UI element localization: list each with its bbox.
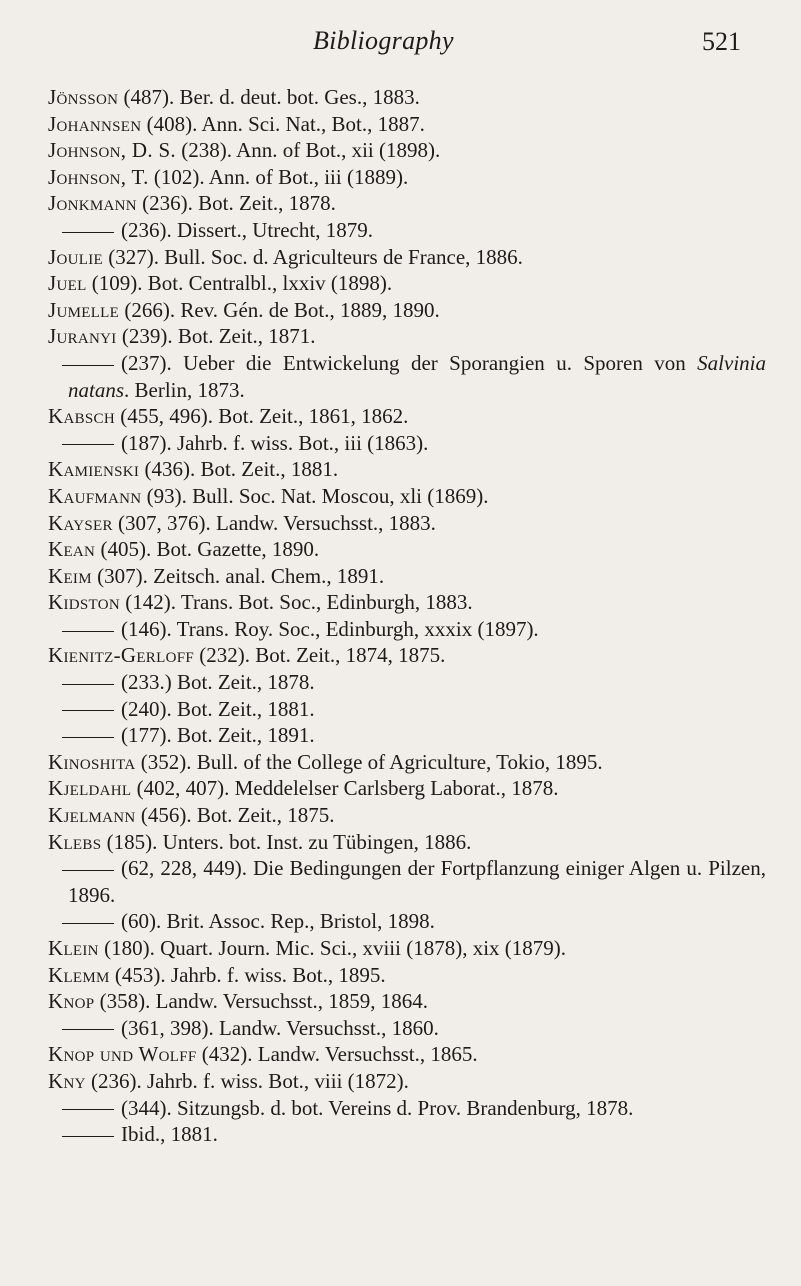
entry-citation: Rev. Gén. de Bot., 1889, 1890.: [175, 297, 440, 322]
bibliography-entry: [48, 483, 766, 510]
bibliography-entry: [48, 1121, 766, 1148]
entry-ref: (266).: [124, 297, 176, 322]
ditto-dash: [62, 684, 114, 685]
entry-citation: Bot. Zeit., 1891.: [171, 723, 315, 748]
entry-citation: Bot. Gazette, 1890.: [151, 537, 320, 562]
entry-citation: Trans. Bot. Soc., Edinburgh, 1883.: [176, 590, 473, 615]
entry-citation: Sitzungsb. d. bot. Vereins d. Prov. Brandenburg, 1878.: [171, 1095, 634, 1120]
entry-ref: (358).: [99, 989, 151, 1014]
entry-citation: Ann. of Bot., xii (1898).: [231, 138, 441, 163]
entry-author: Kinoshita: [48, 749, 136, 774]
entry-citation: Ueber die Entwickelung der Sporangien u. Sporen von: [171, 350, 698, 375]
running-title: Bibliography: [313, 26, 454, 55]
entry-author: Kamienski: [48, 457, 140, 482]
entry-citation: Bot. Zeit., 1861, 1862.: [212, 404, 409, 429]
entry-ref: (187).: [121, 430, 172, 455]
ditto-dash: [62, 365, 114, 366]
entry-citation: Trans. Roy. Soc., Edinburgh, xxxix (1897).: [171, 616, 539, 641]
entry-ref: (240).: [121, 696, 172, 721]
entry-author: Kaufmann: [48, 483, 142, 508]
entry-author: Jonkmann: [48, 191, 137, 216]
entry-citation: Ann. Sci. Nat., Bot., 1887.: [197, 111, 425, 136]
entry-ref: (146).: [121, 616, 172, 641]
entry-author: Kjelmann: [48, 803, 136, 828]
entry-ref: (142).: [125, 590, 176, 615]
entry-author: Kidston: [48, 590, 120, 615]
entry-ref: (60).: [121, 909, 162, 934]
entry-author: Johannsen: [48, 111, 142, 136]
entry-citation: Unters. bot. Inst. zu Tübingen, 1886.: [157, 829, 472, 854]
entry-author: Kabsch: [48, 404, 115, 429]
bibliography-entry: [48, 696, 766, 723]
bibliography-entry: [48, 190, 766, 217]
ditto-dash: [62, 710, 114, 711]
bibliography-entry: [48, 510, 766, 537]
entry-citation: Bull. of the College of Agriculture, Tokio, 1895.: [191, 749, 603, 774]
entry-ref: (361, 398).: [121, 1015, 214, 1040]
entry-author: Kienitz-Gerloff: [48, 643, 194, 668]
entry-author: Klemm: [48, 962, 110, 987]
bibliography-entry: [48, 323, 766, 350]
entry-ref: (236).: [121, 217, 172, 242]
ditto-dash: [62, 737, 114, 738]
entry-ref: (177).: [121, 723, 172, 748]
bibliography-entry: [48, 137, 766, 164]
entry-ref: (233.): [121, 670, 172, 695]
entry-italic-title: Salvinia natans: [68, 350, 766, 402]
bibliography-entry: [48, 616, 766, 643]
entry-citation: Landw. Versuchsst., 1859, 1864.: [150, 989, 429, 1014]
bibliography-entry: [48, 536, 766, 563]
entry-ref: (432).: [201, 1042, 253, 1067]
entry-ref: (238).: [181, 138, 232, 163]
entry-author: Juel: [48, 271, 87, 296]
bibliography-entry: [48, 456, 766, 483]
entry-ref: (436).: [144, 457, 196, 482]
bibliography-entry: [48, 430, 766, 457]
entry-author: Kny: [48, 1068, 86, 1093]
entry-citation: Jahrb. f. wiss. Bot., viii (1872).: [141, 1068, 409, 1093]
bibliography-entry: [48, 722, 766, 749]
ditto-dash: [62, 631, 114, 632]
bibliography-entry: [48, 802, 766, 829]
page-number: 521: [702, 27, 741, 56]
entry-citation: Bull. Soc. d. Agriculteurs de France, 1886.: [158, 244, 523, 269]
bibliography-entry: [48, 1068, 766, 1095]
entry-citation: Bot. Zeit., 1875.: [191, 803, 335, 828]
entry-author: Jumelle: [48, 297, 120, 322]
entry-citation-tail: . Berlin, 1873.: [124, 377, 245, 402]
running-head: [0, 20, 801, 60]
bibliography-entry: [48, 297, 766, 324]
entry-ref: (307).: [97, 563, 148, 588]
entry-ref: (236).: [142, 191, 193, 216]
entry-ref: (453).: [114, 962, 166, 987]
bibliography-entry: [48, 908, 766, 935]
entry-citation: Bot. Zeit., 1874, 1875.: [249, 643, 446, 668]
entry-citation: Ber. d. deut. bot. Ges., 1883.: [174, 85, 420, 109]
entry-ref: (237).: [121, 350, 172, 375]
entry-citation: Bull. Soc. Nat. Moscou, xli (1869).: [186, 483, 489, 508]
entry-ref: (109).: [91, 271, 143, 296]
entry-citation: Bot. Zeit., 1871.: [172, 324, 316, 349]
entry-ref: (344).: [121, 1095, 172, 1120]
entry-citation: Dissert., Utrecht, 1879.: [171, 217, 373, 242]
entry-citation: Bot. Zeit., 1881.: [195, 457, 339, 482]
entry-ref: (236).: [90, 1068, 142, 1093]
entry-citation: Bot. Zeit., 1878.: [171, 670, 315, 695]
entry-author: Knop und Wolff: [48, 1042, 197, 1067]
entry-author: Keim: [48, 563, 92, 588]
entry-author: Johnson, D. S.: [48, 138, 176, 163]
entry-author: Knop: [48, 989, 95, 1014]
bibliography-entry: [48, 1095, 766, 1122]
entry-ref: (455, 496).: [120, 404, 213, 429]
bibliography-entry: [48, 829, 766, 856]
bibliography-entry: [48, 111, 766, 138]
ditto-dash: [62, 232, 114, 233]
entry-ref: (487).: [123, 85, 175, 109]
ditto-dash: [62, 444, 114, 445]
entry-author: Klebs: [48, 829, 102, 854]
entry-citation: Landw. Versuchsst., 1883.: [210, 510, 436, 535]
entry-ref: (408).: [146, 111, 198, 136]
entry-citation: Landw. Versuchsst., 1865.: [252, 1042, 478, 1067]
entry-author: Kayser: [48, 510, 113, 535]
entry-citation: Die Bedingungen der Fortpflanzung einiger Algen u. Pilzen, 1896.: [68, 856, 766, 907]
entry-ref: (456).: [140, 803, 192, 828]
entry-ref: (93).: [146, 483, 187, 508]
entry-ref: (405).: [100, 537, 152, 562]
bibliography-entry: [48, 563, 766, 590]
entry-ref: (352).: [140, 749, 192, 774]
entry-citation: Jahrb. f. wiss. Bot., 1895.: [165, 962, 386, 987]
bibliography-entry: [48, 217, 766, 244]
entry-author: Kean: [48, 537, 96, 562]
entry-author: Kjeldahl: [48, 776, 132, 801]
entry-author: Jönsson: [48, 85, 119, 109]
entry-citation: Bot. Centralbl., lxxiv (1898).: [142, 271, 393, 296]
entry-ref: (185).: [106, 829, 158, 854]
bibliography-entry: [48, 749, 766, 776]
entry-ref: (327).: [108, 244, 159, 269]
entry-ref: (102).: [153, 164, 205, 189]
bibliography-entry: [48, 589, 766, 616]
bibliography-entry: [48, 669, 766, 696]
entry-author: Joulie: [48, 244, 103, 269]
ditto-dash: [62, 1029, 114, 1030]
entry-citation: Meddelelser Carlsberg Laborat., 1878.: [229, 776, 559, 801]
bibliography-entry: [48, 988, 766, 1015]
entry-ref: (307, 376).: [118, 510, 211, 535]
bibliography-entry: [48, 855, 766, 908]
ditto-dash: [62, 1109, 114, 1110]
entry-citation: Landw. Versuchsst., 1860.: [213, 1015, 439, 1040]
entry-citation: Bot. Zeit., 1878.: [192, 191, 336, 216]
bibliography-entry: [48, 84, 766, 111]
bibliography-entry: [48, 164, 766, 191]
bibliography-entry: [48, 403, 766, 430]
entry-author: Klein: [48, 936, 99, 960]
ditto-dash: [62, 870, 114, 871]
entry-citation: Quart. Journ. Mic. Sci., xviii (1878), xix (1879).: [154, 936, 567, 960]
bibliography-entry: [48, 1041, 766, 1068]
entry-citation: Ann. of Bot., iii (1889).: [204, 164, 409, 189]
bibliography-entry: [48, 244, 766, 271]
entry-citation: Brit. Assoc. Rep., Bristol, 1898.: [161, 909, 435, 934]
bibliography-entry: [48, 1015, 766, 1042]
ditto-dash: [62, 1136, 114, 1137]
entry-citation: Zeitsch. anal. Chem., 1891.: [147, 563, 385, 588]
entry-citation: Bot. Zeit., 1881.: [171, 696, 315, 721]
entry-author: Juranyi: [48, 324, 117, 349]
entry-citation: Ibid., 1881.: [121, 1122, 218, 1147]
entry-citation: Jahrb. f. wiss. Bot., iii (1863).: [171, 430, 429, 455]
entry-ref: (402, 407).: [136, 776, 230, 801]
entry-author: Johnson, T.: [48, 164, 149, 189]
entry-ref: (180).: [104, 936, 155, 960]
bibliography-entry: [48, 775, 766, 802]
bibliography-list: [48, 84, 766, 1148]
bibliography-entry: [48, 962, 766, 989]
entry-ref: (239).: [121, 324, 173, 349]
entry-ref: (232).: [199, 643, 250, 668]
bibliography-entry: [48, 350, 766, 403]
bibliography-entry: [48, 270, 766, 297]
ditto-dash: [62, 923, 114, 924]
entry-ref: (62, 228, 449).: [121, 856, 247, 881]
bibliography-entry: [48, 935, 766, 962]
bibliography-entry: [48, 642, 766, 669]
